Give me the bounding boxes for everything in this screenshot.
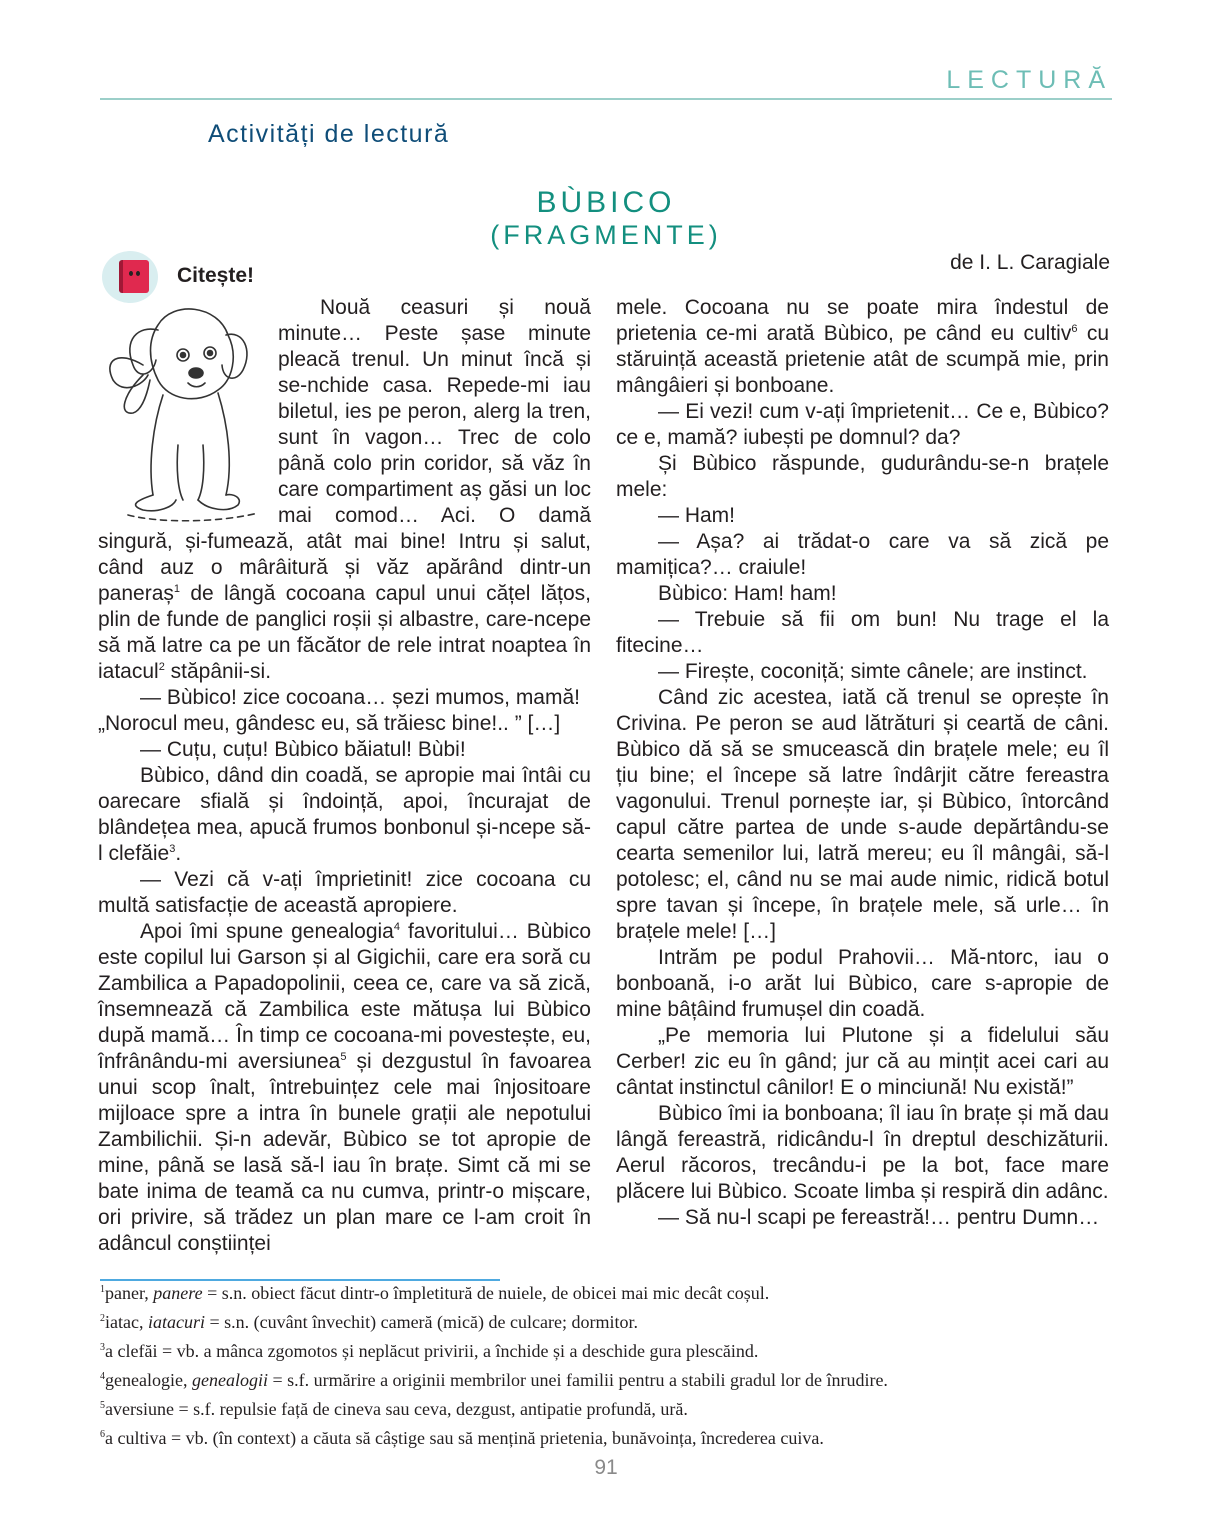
paragraph (616, 503, 1109, 529)
paragraph-text: Bùbico, dând din coadă, se apropie mai întâi cu oarecare sfială și îndoință, apoi, încurajat de blândețea mea, apucă frumos bonbonul și-ncepe să-l clefăie (98, 764, 591, 865)
story-subtitle: (FRAGMENTE) (490, 220, 722, 250)
footnote-ref: 2 (158, 661, 165, 673)
footnote-plural: iatacuri (147, 1312, 205, 1332)
paragraph (616, 659, 1109, 685)
footnote-term: a cultiva (105, 1428, 167, 1448)
paragraph (98, 867, 591, 919)
footnote-term: iatac, (105, 1312, 148, 1332)
paragraph (616, 399, 1109, 451)
paragraph-text: — Ham! (658, 504, 736, 527)
paragraph-text: Și Bùbico răspunde, gudurându-se-n brațele mele: (616, 452, 1109, 501)
paragraph-text: favoritului… Bùbico este copilul lui Garson și al Gigichii, care era soră cu Zambilica a Papadopolinii, ceea ce, care va să zică, însemnează că Zambilica este mătușa lui Bùbico după mamă… În timp ce cocoana-mi povestește, eu, înfrânându-mi aversiunea (98, 920, 591, 1073)
paragraph (616, 529, 1109, 581)
paragraph (616, 1205, 1109, 1231)
paragraph (616, 295, 1109, 399)
paragraph-text: Apoi îmi spune genealogia (140, 920, 394, 943)
paragraph-text: — Bùbico! zice cocoana… șezi mumos, mamă! (140, 686, 580, 709)
author: de I. L. Caragiale (950, 251, 1110, 274)
paragraph-text: — Să nu-l scapi pe fereastră!… pentru Dumn… (658, 1206, 1100, 1229)
paragraph (616, 581, 1109, 607)
footnote-ref: 6 (1071, 323, 1078, 335)
paragraph-text: Bùbico: Ham! ham! (658, 582, 837, 605)
paragraph-text: — Cuțu, cuțu! Bùbico băiatul! Bùbi! (140, 738, 466, 761)
paragraph (616, 945, 1109, 1023)
footnote-number: 5 (100, 1400, 105, 1411)
paragraph (98, 763, 591, 867)
footnote-term: genealogie, (105, 1370, 192, 1390)
footnote (100, 1393, 888, 1422)
paragraph-text: — Firește, coconiță; simte cânele; are instinct. (658, 660, 1088, 683)
footnote-ref: 3 (169, 843, 176, 855)
paragraph-text: cu stăruință această prietenie atât de scumpă mie, prin mângâieri și bonboane. (616, 322, 1109, 397)
dog-illustration (98, 295, 278, 527)
paragraph (616, 451, 1109, 503)
header-divider (100, 98, 1112, 100)
footnote-term: a clefăi (105, 1341, 158, 1361)
paragraph-text: și dezgustul în favoarea unui scop înalt, întrebuințez cele mai înjositoare mijloace spre a intra în bunele grații ale nepotului Zambilichii. Și-n adevăr, Bùbico se tot apropie de mine, până se lasă să-l iau în brațe. Simt că mi se bate inima de teamă ca nu cumva, printr-o mișcare, ori privire, să trădez un plan mare ce l-am croit în adâncul conștiinței (98, 1050, 591, 1255)
activity-heading: Activități de lectură (208, 120, 450, 148)
paragraph-text: Când zic acestea, iată că trenul se oprește în Crivina. Pe peron se aud lătrături și ceartă de câni. Bùbico dă să se smucească din brațele mele; eu îl țiu bine; el începe să latre îndârjit către fereastra vagonului. Trenul pornește iar, și Bùbico, întorcând capul către partea de unde s-aude depărtându-se cearta semenilor lui, latră mereu; eu îl mângâi, să-l potolesc; el, când nu se mai aude nimic, ridică botul spre tavan și începe, în brațele mele, să urle… în brațele mele! […] (616, 686, 1109, 943)
footnote-term: aversiune (105, 1399, 174, 1419)
left-column (98, 295, 591, 1257)
footnote-number: 2 (100, 1313, 105, 1324)
footnote-definition: = s.f. urmărire a originii membrilor unei familii pentru a stabili gradul lor de înrudire. (267, 1370, 888, 1390)
paragraph (616, 607, 1109, 659)
page-number: 91 (594, 1456, 618, 1479)
footnote-ref: 4 (393, 921, 400, 933)
footnote-number: 3 (100, 1342, 105, 1353)
footnote (100, 1335, 888, 1364)
footnote-ref: 5 (340, 1051, 347, 1063)
footnote-number: 1 (100, 1284, 105, 1295)
paragraph-text: — Ei vezi! cum v-ați împrietenit… Ce e, Bùbico? ce e, mamă? iubești pe domnul? da? (616, 400, 1109, 449)
paragraph (616, 1101, 1109, 1205)
paragraph (98, 737, 591, 763)
read-instruction: Citește! (177, 264, 255, 287)
footnote (100, 1306, 888, 1335)
section-header: LECTURĂ (946, 66, 1112, 94)
footnote-number: 4 (100, 1371, 105, 1382)
footnotes (100, 1277, 888, 1451)
paragraph-text: Nouă ceasuri și nouă minute… Peste șase minute pleacă trenul. Un minut încă și se-nchide casa. Repede-mi iau biletul, ies pe peron, alerg la tren, sunt în vagon… Trec de colo până colo prin coridor, să văz în care compartiment aș găsi un loc mai comod… Aci. O damă singură, și-fumează, atât mai bine! Intru și salut, când auz o mârâitură și văz apărând dintr-un paneraș (98, 296, 591, 605)
paragraph-text: . (175, 842, 182, 865)
footnote-definition: = vb. a mânca zgomotos și neplăcut privirii, a închide și a deschide gura plescăind. (157, 1341, 759, 1361)
footnote-definition: = vb. (în context) a căuta să câștige sau să mențină prietenia, bunăvoința, încrederea cuiva. (166, 1428, 824, 1448)
paragraph (98, 685, 591, 711)
right-column (616, 295, 1109, 1231)
story-title: BÙBICO (536, 186, 676, 219)
footnote (100, 1422, 888, 1451)
footnote-term: paner, (105, 1283, 154, 1303)
paragraph (98, 919, 591, 1257)
paragraph-text: — Așa? ai trădat-o care va să zică pe mamițica?… craiule! (616, 530, 1109, 579)
footnote (100, 1364, 888, 1393)
paragraph-text: „Pe memoria lui Plutone și a fidelului său Cerber! zic eu în gând; jur că au mințit acei cari au cântat instinctul cânilor! E o minciună! Nu există!” (616, 1024, 1109, 1099)
paragraph-text: — Vezi că v-ați împrietinit! zice cocoana cu multă satisfacție de această apropiere. (98, 868, 591, 917)
paragraph-text: Bùbico îmi ia bonboana; îl iau în brațe și mă dau lângă fereastră, ridicându-l în dreptul deschizăturii. Aerul răcoros, trecându-i pe la bot, face mare plăcere lui Bùbico. Scoate limba și respiră din adânc. (616, 1102, 1109, 1203)
paragraph (616, 1023, 1109, 1101)
footnote (100, 1277, 888, 1306)
footnote-plural: genealogii (191, 1370, 268, 1390)
paragraph (98, 711, 591, 737)
paragraph-text: stăpânii-si. (164, 660, 272, 683)
paragraph-text: de lângă cocoana capul unui cățel lățos, plin de funde de panglici roșii și albastre, care-ncepe să mă latre ca pe un făcător de rele intrat noaptea în iatacul (98, 582, 591, 683)
footnote-definition: = s.n. (cuvânt învechit) cameră (mică) de culcare; dormitor. (204, 1312, 638, 1332)
paragraph-text: mele. Cocoana nu se poate mira îndestul de prietenia ce-mi arată Bùbico, pe când eu cultiv (616, 296, 1109, 345)
footnote-definition: = s.n. obiect făcut dintr-o împletitură de nuiele, de obicei mai mic decât coșul. (202, 1283, 770, 1303)
paragraph (616, 685, 1109, 945)
paragraph-text: „Norocul meu, gândesc eu, să trăiesc bine!.. ” […] (98, 712, 561, 735)
footnote-number: 6 (100, 1429, 105, 1440)
footnote-ref: 1 (173, 583, 181, 595)
footnote-plural: panere (153, 1283, 203, 1303)
paragraph-text: — Trebuie să fii om bun! Nu trage el la fitecine… (616, 608, 1109, 657)
paragraph-text: Intrăm pe podul Prahovii… Mă-ntorc, iau o bonboană, i-o arăt lui Bùbico, care s-apropie de mine bâțâind frumușel din coadă. (616, 946, 1109, 1021)
footnote-definition: = s.f. repulsie față de cineva sau ceva, dezgust, antipatie profundă, ură. (173, 1399, 688, 1419)
